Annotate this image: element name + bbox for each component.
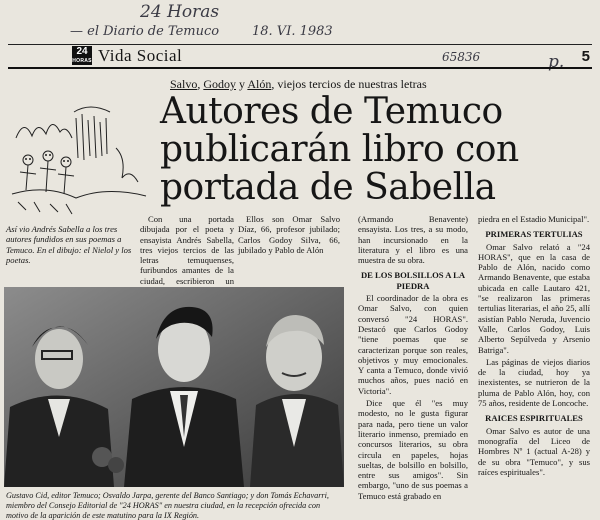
column-4-subheading-2: RAICES ESPIRITUALES (485, 413, 583, 424)
top-rule (8, 44, 592, 45)
handwritten-archive-code: 65836 (442, 50, 481, 64)
handwritten-page-mark: p. (548, 52, 565, 72)
sabella-drawing (6, 98, 152, 222)
handwritten-source: 24 Horas (140, 2, 220, 22)
headline-line-2: publicarán libro con (160, 129, 519, 170)
kicker (170, 77, 427, 92)
kicker-name-salvo: Salvo (170, 77, 198, 91)
column-4-paragraph-3: Omar Salvo es autor de una monografía del Liceo de Hombres Nº 1 (actual A-28) y de su obra "Temuco", y sus raíces espirituales". (478, 425, 590, 477)
column-4-subheading-1: PRIMERAS TERTULIAS (485, 229, 583, 240)
column-3-paragraph-2: Dice que él "es muy modesto, no le gusta figurar para nada, pero tiene un valor literario inmenso, premiado en concursos literarios, su obra circula en papeles, hojas sueltas, de bolsillo en bolsillo, entre sus amigos". Sin embargo, "uno de sus poemas a Temuco está grabado en (358, 398, 468, 501)
section-title: Vida Social (98, 46, 183, 65)
kicker-separator-2: y (236, 77, 248, 91)
column-1-text: Con una portada dibujada por el poeta y ensayista Andrés Sabella, tres viejos tercios de las letras temuquenses, furibundos amantes de la ciudad, escribieron un (140, 214, 234, 286)
column-2-text: Ellos son Omar Salvo Díaz, 66, profesor jubilado; Carlos Godoy Silva, 66, jubilado y Pablo de Alón (238, 214, 340, 255)
reception-photo (4, 287, 344, 487)
headline-line-3: portada de Sabella (160, 167, 496, 208)
column-4-intro: piedra en el Estadio Municipal". (478, 214, 590, 224)
logo-number: 24 (76, 46, 88, 57)
logo-word: HORAS (72, 58, 92, 64)
column-3-paragraph-1: El coordinador de la obra es Omar Salvo, con quien conversó "24 HORAS". Destacó que Carlos Godoy "tiene poemas que se caracterizan porque son reales, objetivos y muy emocionales. Y canta a Temuco, donde vivió muchos años, pues nació en Victoria". (358, 293, 468, 396)
masthead-rule (8, 67, 592, 69)
column-3 (358, 214, 468, 503)
column-4 (478, 214, 590, 479)
handwritten-date: 18. VI. 1983 (252, 24, 333, 39)
column-3-intro: (Armando Benavente) ensayista. Los tres, a su modo, han incursionado en la literatura y el libro es una muestra de su obra. (358, 214, 468, 266)
photo-caption: Gustavo Cid, editor Temuco; Osvaldo Jarpa, gerente del Banco Santiago; y don Tomás Echavarri, miembro del Consejo Editorial de "24 HORAS" en nuestra ciudad, en la recepción ofrecida con motivo de la aparición de este matutino para la IX Región. (6, 491, 329, 520)
newspaper-logo (72, 46, 92, 65)
column-3-subheading: DE LOS BOLSILLOS A LA PIEDRA (360, 270, 466, 291)
page-number: 5 (581, 48, 590, 65)
kicker-name-godoy: Godoy (203, 77, 237, 91)
kicker-rest: , viejos tercios de nuestras letras (271, 77, 427, 91)
kicker-separator-1: , (197, 77, 201, 91)
headline (160, 93, 590, 207)
kicker-name-alon: Alón (247, 77, 272, 91)
handwritten-newspaper: — el Diario de Temuco (70, 24, 220, 39)
illustration-caption: Así vio Andrés Sabella a los tres autores fundidos en sus poemas a Temuco. En el dibujo: el Nielol y los poetas. (6, 224, 132, 265)
column-2 (238, 214, 340, 257)
column-4-paragraph-2: Las páginas de viejos diarios de la ciudad, hoy ya inexistentes, se nutrieron de la pluma de Pablo Alón, hoy, con 75 años, residente de Loncoche. (478, 356, 590, 409)
headline-line-1: Autores de Temuco (160, 91, 503, 132)
column-4-paragraph-1: Omar Salvo relató a "24 HORAS", que en la casa de Pablo de Alón, nacido como Armando Benavente, que estaba ubicada en calle Lautaro 421, "se realizaron las primeras tertulias literarias, el año 25, allí asistían Pablo Neruda, Juvencio Valle, Carlos Godoy, Luis Alberto Sepúlveda y Arsenio Batriga". (478, 241, 590, 355)
